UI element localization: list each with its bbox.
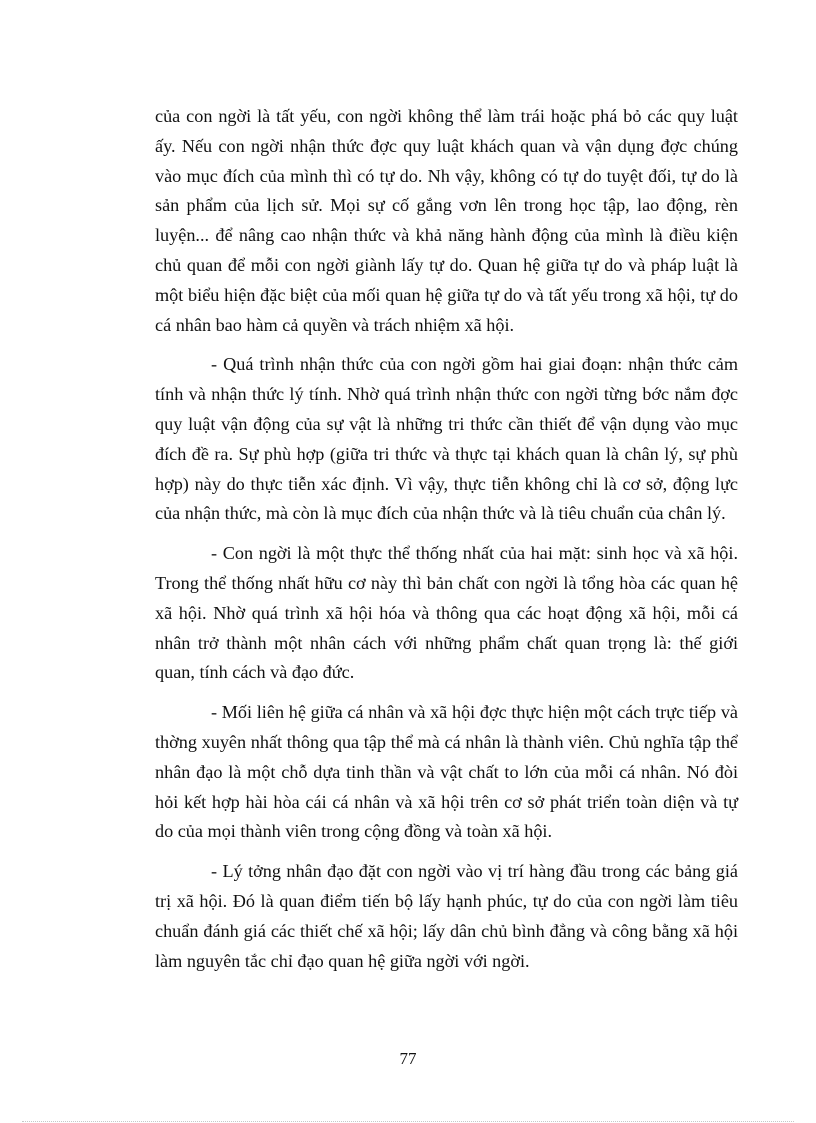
footer-divider xyxy=(22,1121,794,1122)
page-number: 77 xyxy=(399,1049,417,1068)
paragraph-human-entity: - Con ngời là một thực thể thống nhất của hai mặt: sinh học và xã hội. Trong thể thống nhất hữu cơ này thì bản chất con ngời là tổng hòa các quan hệ xã hội. Nhờ quá trình xã hội hóa và thông qua các hoạt động xã hội, mỗi cá nhân trở thành một nhân cách với những phẩm chất quan trọng là: thế giới quan, tính cách và đạo đức. xyxy=(155,543,738,683)
paragraph-cognition-process: - Quá trình nhận thức của con ngời gồm hai giai đoạn: nhận thức cảm tính và nhận thức lý tính. Nhờ quá trình nhận thức con ngời từng bớc nắm đợc quy luật vận động của sự vật là những tri thức cần thiết để vận dụng vào mục đích đề ra. Sự phù hợp (giữa tri thức và thực tại khách quan là chân lý, sự phù hợp) này do thực tiễn xác định. Vì vậy, thực tiễn không chỉ là cơ sở, động lực của nhận thức, mà còn là mục đích của nhận thức và là tiêu chuẩn của chân lý. xyxy=(155,354,738,524)
paragraph-humanist-ideal: - Lý tởng nhân đạo đặt con ngời vào vị trí hàng đầu trong các bảng giá trị xã hội. Đó là quan điểm tiến bộ lấy hạnh phúc, tự do của con ngời làm tiêu chuẩn đánh giá các thiết chế xã hội; lấy dân chủ bình đẳng và công bằng xã hội làm nguyên tắc chỉ đạo quan hệ giữa ngời với ngời. xyxy=(155,861,738,971)
paragraph-individual-society: - Mối liên hệ giữa cá nhân và xã hội đợc thực hiện một cách trực tiếp và thờng xuyên nhất thông qua tập thể mà cá nhân là thành viên. Chủ nghĩa tập thể nhân đạo là một chỗ dựa tinh thần và vật chất to lớn của mỗi cá nhân. Nó đòi hỏi kết hợp hài hòa cái cá nhân và xã hội trên cơ sở phát triển toàn diện và tự do của mọi thành viên trong cộng đồng và toàn xã hội. xyxy=(155,702,738,842)
body-text xyxy=(155,102,738,986)
paragraph-freedom-necessity: của con ngời là tất yếu, con ngời không thể làm trái hoặc phá bỏ các quy luật ấy. Nếu con ngời nhận thức đợc quy luật khách quan và vận dụng đợc chúng vào mục đích của mình thì có tự do. Nh vậy, không có tự do tuyệt đối, tự do là sản phẩm của lịch sử. Mọi sự cố gắng vơn lên trong học tập, lao động, rèn luyện... để nâng cao nhận thức và khả năng hành động của mình là điều kiện chủ quan để mỗi con ngời giành lấy tự do. Quan hệ giữa tự do và pháp luật là một biểu hiện đặc biệt của mối quan hệ giữa tự do và tất yếu trong xã hội, tự do cá nhân bao hàm cả quyền và trách nhiệm xã hội. xyxy=(155,106,738,335)
